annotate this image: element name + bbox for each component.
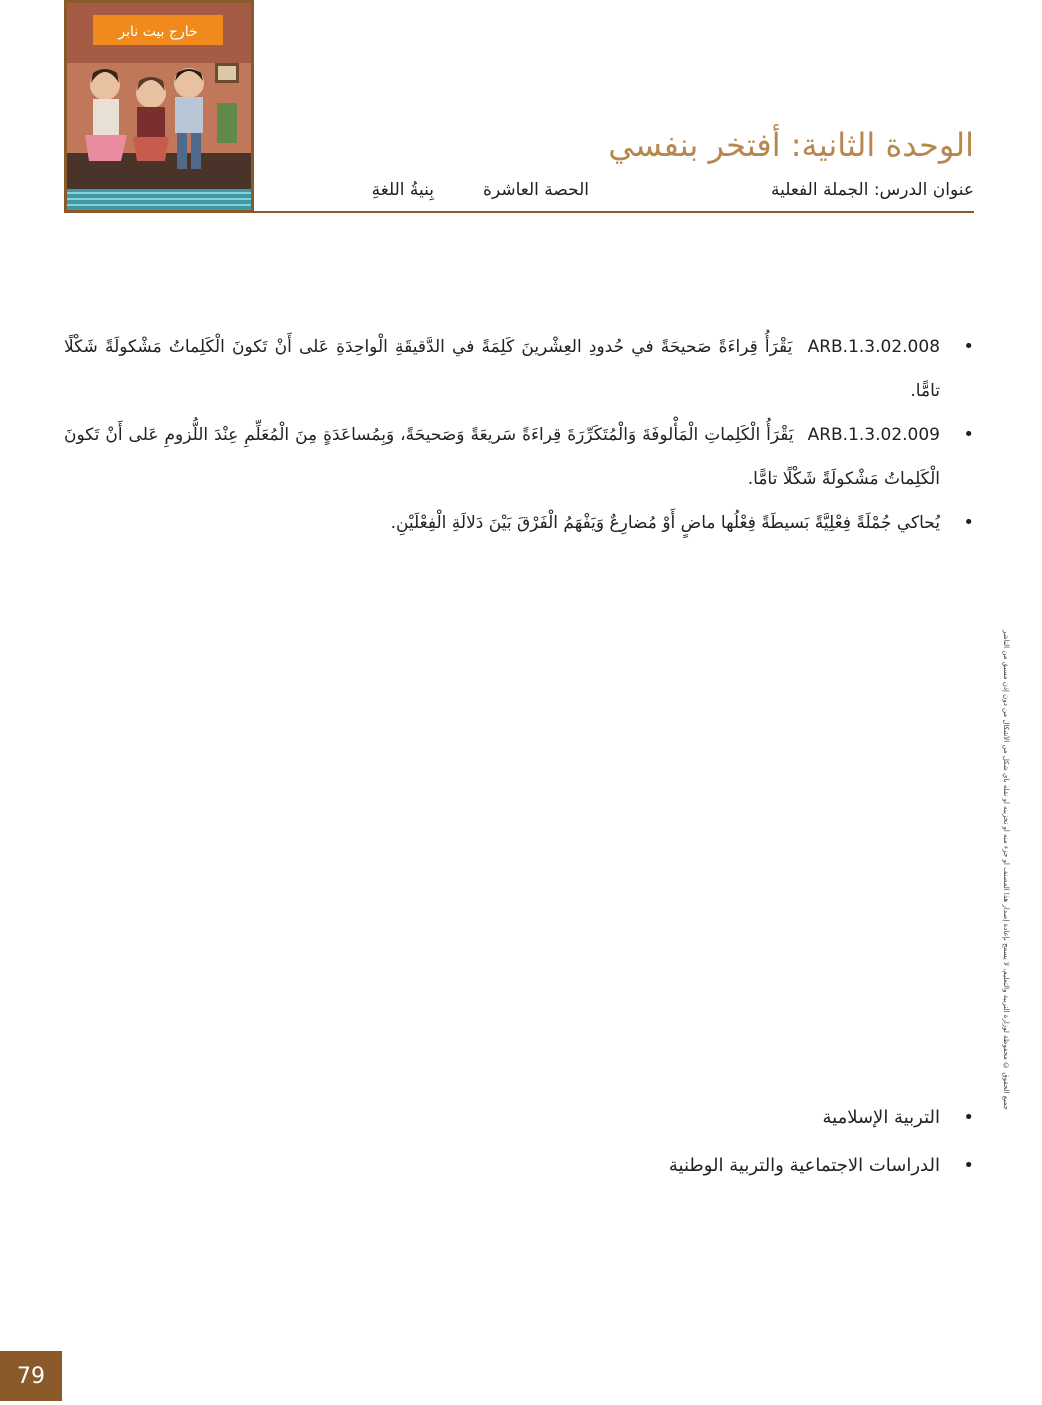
- related-subjects-list: [64, 1094, 974, 1190]
- book-cover-title: خارج بيت نابر: [118, 24, 198, 40]
- list-item: [64, 413, 974, 501]
- lesson-title: عنوان الدرس: الجملة الفعلية: [770, 180, 974, 200]
- book-cover: [64, 0, 254, 213]
- copyright-note: جميع الحقوق © محفوظة لوزارة التربية والتعليم، لا يسمح بإعادة إصدار هذا المصنف أو جزء منه أو تخزينه أو نقله بأي شكل من الأشكال من دون إذن مسبق من الناشر: [1002, 630, 1010, 1110]
- session-label: الحصة العاشرة: [483, 180, 589, 200]
- learning-outcomes-list: [64, 325, 974, 545]
- related-subject: الدراسات الاجتماعية والتربية الوطنية: [668, 1155, 940, 1176]
- list-item: [64, 1142, 974, 1190]
- book-cover-illustration: [67, 3, 251, 210]
- bullet-icon: •: [963, 1155, 974, 1176]
- bullet-icon: •: [963, 1107, 974, 1128]
- list-item: [64, 1094, 974, 1142]
- outcome-text: يَقْرَأُ قِراءَةً صَحيحَةً في حُدودِ العِشْرينَ كَلِمَةً في الدَّقيقَةِ الْواحِدَةِ عَلى أَنْ تَكونَ الْكَلِماتُ مَشْكولَةً شَكْلًا تامًّا.: [64, 337, 940, 401]
- related-subject: التربية الإسلامية: [822, 1107, 940, 1128]
- list-item: [64, 501, 974, 545]
- outcome-text: يُحاكي جُمْلَةً فِعْلِيَّةً بَسيطَةً فِعْلُها ماضٍ أَوْ مُضارِعٌ وَيَفْهَمُ الْفَرْقَ بَيْنَ دَلالَةِ الْفِعْلَيْنِ.: [390, 513, 940, 533]
- list-item: [64, 325, 974, 413]
- page-number: 79: [0, 1351, 62, 1401]
- bullet-icon: •: [963, 424, 974, 445]
- skill-label: بِنيةُ اللغةِ: [371, 180, 434, 200]
- outcome-code: ARB.1.3.02.008: [807, 337, 941, 357]
- outcome-code: ARB.1.3.02.009: [807, 425, 940, 445]
- bullet-icon: •: [963, 512, 974, 533]
- unit-title: الوحدة الثانية: أفتخر بنفسي: [608, 126, 974, 164]
- lesson-header: [334, 180, 974, 208]
- bullet-icon: •: [963, 336, 974, 357]
- header-divider: [64, 211, 974, 213]
- outcome-text: يَقْرَأُ الْكَلِماتِ الْمَأْلوفَةَ وَالْمُتَكَرِّرَةَ قِراءَةً سَريعَةً وَصَحيحَةً، وَبِمُساعَدَةٍ مِنَ الْمُعَلِّمِ عِنْدَ اللُّزومِ عَلى أَنْ تَكونَ الْكَلِماتُ مَشْكولَةً شَكْلًا تامًّا.: [64, 425, 940, 489]
